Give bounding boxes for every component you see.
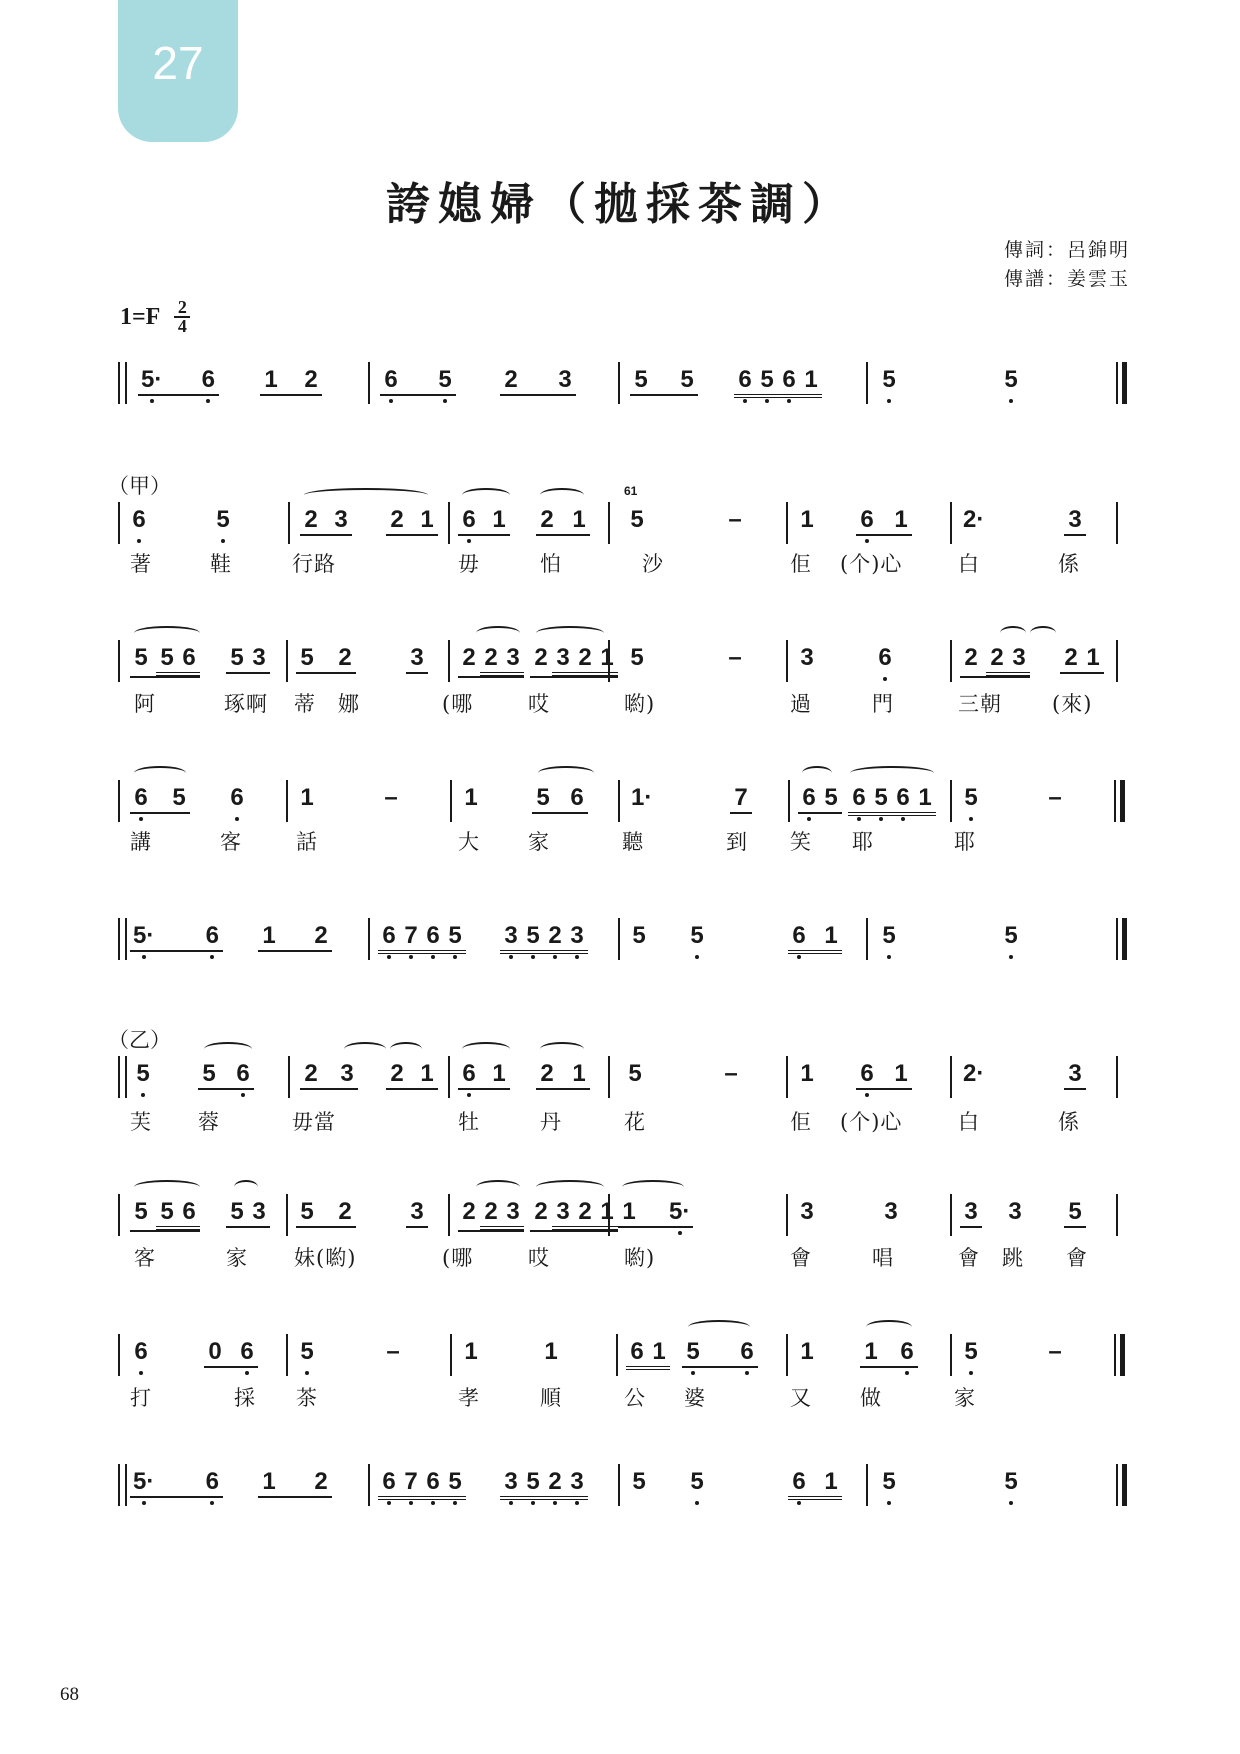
lyric: 客 [220,830,242,854]
lyric: 哎 [528,692,550,716]
note: 5 [632,1468,646,1495]
note: 6 [778,366,800,394]
note: 5 [212,506,234,534]
note: 1 [1086,644,1100,671]
note: 3 [800,1198,814,1225]
note: 1 [894,506,908,533]
note: 5 [686,922,708,950]
score-row-2 [118,484,1126,544]
note: 5 [630,644,644,671]
note: 1 [824,1468,838,1495]
lyric: 茶 [296,1386,318,1410]
lyric: 係 [1058,552,1080,576]
note: 6 [874,644,896,672]
note: 1 [300,784,314,811]
note: 6 [226,784,248,812]
chapter-tab [118,0,238,142]
lyric: 話 [296,830,318,854]
lyric: 過 [790,692,812,716]
lyric: 門 [872,692,894,716]
note: 5 [134,644,148,671]
score-row-1 [118,362,1126,404]
lyric: 怕 [540,552,562,576]
lyric: 跳 [1002,1246,1024,1270]
note: 2 [578,1198,592,1225]
note: 3 [566,1468,588,1496]
note: 5 [824,784,838,811]
note: 3 [558,366,572,393]
note: 5 [444,1468,466,1496]
lyric: 又 [790,1386,812,1410]
note: 2 [578,644,592,671]
note: 2 [544,1468,566,1496]
note: – [724,1060,738,1087]
note: 5 [230,644,244,671]
note: 2 [540,506,554,533]
note: 5 [1000,922,1022,950]
note: 2 [1064,644,1078,671]
note: 3 [500,1468,522,1496]
note: 1 [572,506,586,533]
note: 1 [464,1338,478,1365]
note: 5· [666,1198,693,1226]
note: 6 [734,366,756,394]
note: 5 [172,784,186,811]
note: – [1048,1338,1062,1365]
note: 5 [300,644,314,671]
note: 6 [232,1060,254,1088]
meter-bottom: 4 [177,316,187,336]
note: 7 [400,922,422,950]
note: 3 [1008,1198,1022,1225]
note: 1 [464,784,478,811]
note: 6 [201,1468,223,1496]
note: 2 [338,1198,352,1225]
score-row-3 [118,640,1126,682]
note: 5 [522,1468,544,1496]
note: 1 [544,1338,558,1365]
lyric: 家 [226,1246,248,1270]
note: 7 [400,1468,422,1496]
lyric: 係 [1058,1110,1080,1134]
note: 3 [1068,506,1082,533]
note: 1 [804,366,818,393]
note: 6 [422,922,444,950]
note: 5 [682,1338,704,1366]
note: 1 [800,1060,814,1087]
note: 3 [884,1198,898,1225]
note: 1 [800,506,814,533]
note: 2 [504,366,518,393]
note: 3 [566,922,588,950]
note: 1 [622,1198,636,1225]
note: 2 [964,644,978,671]
note: 5 [756,366,778,394]
lyric: 婆 [684,1386,706,1410]
note: 2 [304,1060,318,1087]
note: 6 [788,922,810,950]
note: 2 [390,506,404,533]
note: 1 [800,1338,814,1365]
note: 6 [736,1338,758,1366]
score-row-9 [118,1464,1126,1506]
note: 6 [130,1338,152,1366]
note: 7 [734,784,748,811]
lyric: 孝 [458,1386,480,1410]
note: 5· [130,1468,157,1496]
note: 1 [894,1060,908,1087]
note: 1 [918,784,932,811]
note: 6 [130,784,152,812]
note: 1 [600,1198,614,1225]
lyric: 娜 [338,692,360,716]
note: 5 [686,1468,708,1496]
lyric: 打 [130,1386,152,1410]
lyric: 講 [130,830,152,854]
note: 3 [556,644,570,671]
note: 1 [864,1338,878,1365]
note: 1 [264,366,278,393]
note: 2 [484,1198,498,1225]
score-row-4 [118,780,1126,822]
grace-note: 61 [624,484,638,498]
note: 5 [160,644,174,671]
lyric: 採 [234,1386,256,1410]
lyric: 毋 [458,552,480,576]
note: 5 [522,922,544,950]
note: 1 [652,1338,666,1365]
score-row-7 [118,1194,1126,1236]
note: 1 [262,922,276,949]
lyric: 笑 [790,830,812,854]
note: 1 [572,1060,586,1087]
note: 5 [300,1198,314,1225]
lyric: 會 [1066,1246,1088,1270]
note: 3 [500,922,522,950]
note: 5 [878,922,900,950]
score-row-6 [118,1056,1126,1098]
note: 2 [304,366,318,393]
note: 5 [134,1198,148,1225]
note: 2· [963,1060,985,1087]
lyric: (來) [1052,692,1093,716]
note: 1 [824,922,838,949]
note: 6 [630,1338,644,1365]
credits [1004,236,1130,294]
note: 5 [870,784,892,812]
key-tonic: 1=F [120,303,161,330]
note: 3 [506,644,520,671]
lyric: 佢 [790,552,812,576]
lyric: 佢 [790,1110,812,1134]
note: 2 [314,922,328,949]
note: 6 [236,1338,258,1366]
note: 1 [420,1060,434,1087]
note: 1 [420,506,434,533]
note: 6 [856,506,878,534]
song-title: 誇媳婦（拋採茶調） [386,179,854,230]
note: 5· [130,922,157,950]
lyric: 家 [954,1386,976,1410]
note: 5 [878,366,900,394]
lyric: 喲) [624,692,656,716]
note: 5 [1000,366,1022,394]
note: – [1048,784,1062,811]
note: 5 [630,506,644,533]
note: 6 [458,1060,480,1088]
lyric: 毋當 [292,1110,336,1134]
note: – [384,784,398,811]
note: 2 [390,1060,404,1087]
note: 3 [252,644,266,671]
note: 5 [960,784,982,812]
note: 6 [892,784,914,812]
lyric: 琢啊 [224,692,268,716]
note: 2 [534,644,548,671]
lyric: 三朝 [958,692,1002,716]
lyric: (个)心 [840,1110,903,1134]
note: 3 [340,1060,354,1087]
note: 5 [960,1338,982,1366]
note: – [728,506,742,533]
note: 6 [798,784,820,812]
lyric: 芙 [130,1110,152,1134]
lyric: 順 [540,1386,562,1410]
lyric: 蒂 [294,692,316,716]
note: 6 [896,1338,918,1366]
lyric: 著 [130,552,152,576]
note: 1 [600,644,614,671]
note: 2 [540,1060,554,1087]
note: 3 [334,506,348,533]
section-a-label: （甲） [108,474,171,498]
note: 2 [314,1468,328,1495]
note: 5 [434,366,456,394]
note: 1 [492,506,506,533]
note: 3 [410,1198,424,1225]
lyric: 耶 [852,830,874,854]
key-signature [120,297,190,336]
note: 3 [252,1198,266,1225]
lyric: (哪 [442,1246,474,1270]
lyric: 會 [958,1246,980,1270]
note: 6 [856,1060,878,1088]
note: – [728,644,742,671]
note: 1 [262,1468,276,1495]
lyric: 鞋 [210,552,232,576]
lyric: 妹(喲) [294,1246,357,1270]
score-row-8 [118,1334,1126,1376]
lyric: (个)心 [840,552,903,576]
lyric: 喲) [624,1246,656,1270]
lyric: 公 [624,1386,646,1410]
note: 6 [201,922,223,950]
chapter-number: 27 [152,37,204,89]
note: 5 [628,1060,642,1087]
lyric: 大 [458,830,480,854]
lyric: 家 [528,830,550,854]
note: 5 [634,366,648,393]
lyric: 白 [958,1110,980,1134]
note: 6 [197,366,219,394]
note: 6 [378,922,400,950]
music-credit: 傳譜：姜雲玉 [1003,268,1130,290]
note: 6 [182,644,196,671]
note: 2 [462,644,476,671]
lyric: 做 [860,1386,882,1410]
lyric: 牡 [458,1110,480,1134]
note: 2 [484,644,498,671]
note: 5 [202,1060,216,1087]
note: 0 [208,1338,222,1365]
lyric: (哪 [442,692,474,716]
note: 6 [570,784,584,811]
note: 1 [492,1060,506,1087]
lyric: 沙 [642,552,664,576]
note: 3 [1012,644,1026,671]
note: 6 [458,506,480,534]
note: 2 [304,506,318,533]
lyric: 聽 [622,830,644,854]
lyric: 丹 [540,1110,562,1134]
time-signature [174,297,190,336]
note: 3 [800,644,814,671]
note: 6 [422,1468,444,1496]
note: 5 [132,1060,154,1088]
note: 2 [990,644,1004,671]
lyric: 蓉 [198,1110,220,1134]
note: 2· [963,506,985,533]
lyric: 唱 [872,1246,894,1270]
section-b-label: （乙） [108,1028,171,1052]
note: 5 [1000,1468,1022,1496]
note: 3 [964,1198,978,1225]
lyric: 到 [726,830,748,854]
note: 3 [506,1198,520,1225]
lyric: 會 [790,1246,812,1270]
note: 6 [848,784,870,812]
score-row-5 [118,918,1126,960]
note: 5 [680,366,694,393]
note: 5 [230,1198,244,1225]
lyric: 阿 [134,692,156,716]
lyric: 行路 [292,552,336,576]
note: 1· [631,784,653,811]
note: 3 [1068,1060,1082,1087]
note: 5· [138,366,165,394]
lyric: 耶 [954,830,976,854]
note: 5 [536,784,550,811]
note: 6 [788,1468,810,1496]
lyric: 客 [134,1246,156,1270]
note: 5 [296,1338,318,1366]
note: 2 [544,922,566,950]
note: 3 [410,644,424,671]
note: 5 [160,1198,174,1225]
note: 2 [338,644,352,671]
note: 5 [878,1468,900,1496]
note: 5 [444,922,466,950]
note: 5 [632,922,646,949]
lyric: 花 [624,1110,646,1134]
note: 2 [462,1198,476,1225]
note: 6 [378,1468,400,1496]
note: 5 [1068,1198,1082,1225]
note: 6 [128,506,150,534]
note: 6 [182,1198,196,1225]
lyric: 白 [958,552,980,576]
lyric: 哎 [528,1246,550,1270]
note: 6 [380,366,402,394]
note: 3 [556,1198,570,1225]
note: 2 [534,1198,548,1225]
page-number: 68 [60,1684,79,1705]
note: – [386,1338,400,1365]
lyrics-credit: 傳詞：呂錦明 [1003,239,1130,261]
meter-top: 2 [177,297,187,317]
